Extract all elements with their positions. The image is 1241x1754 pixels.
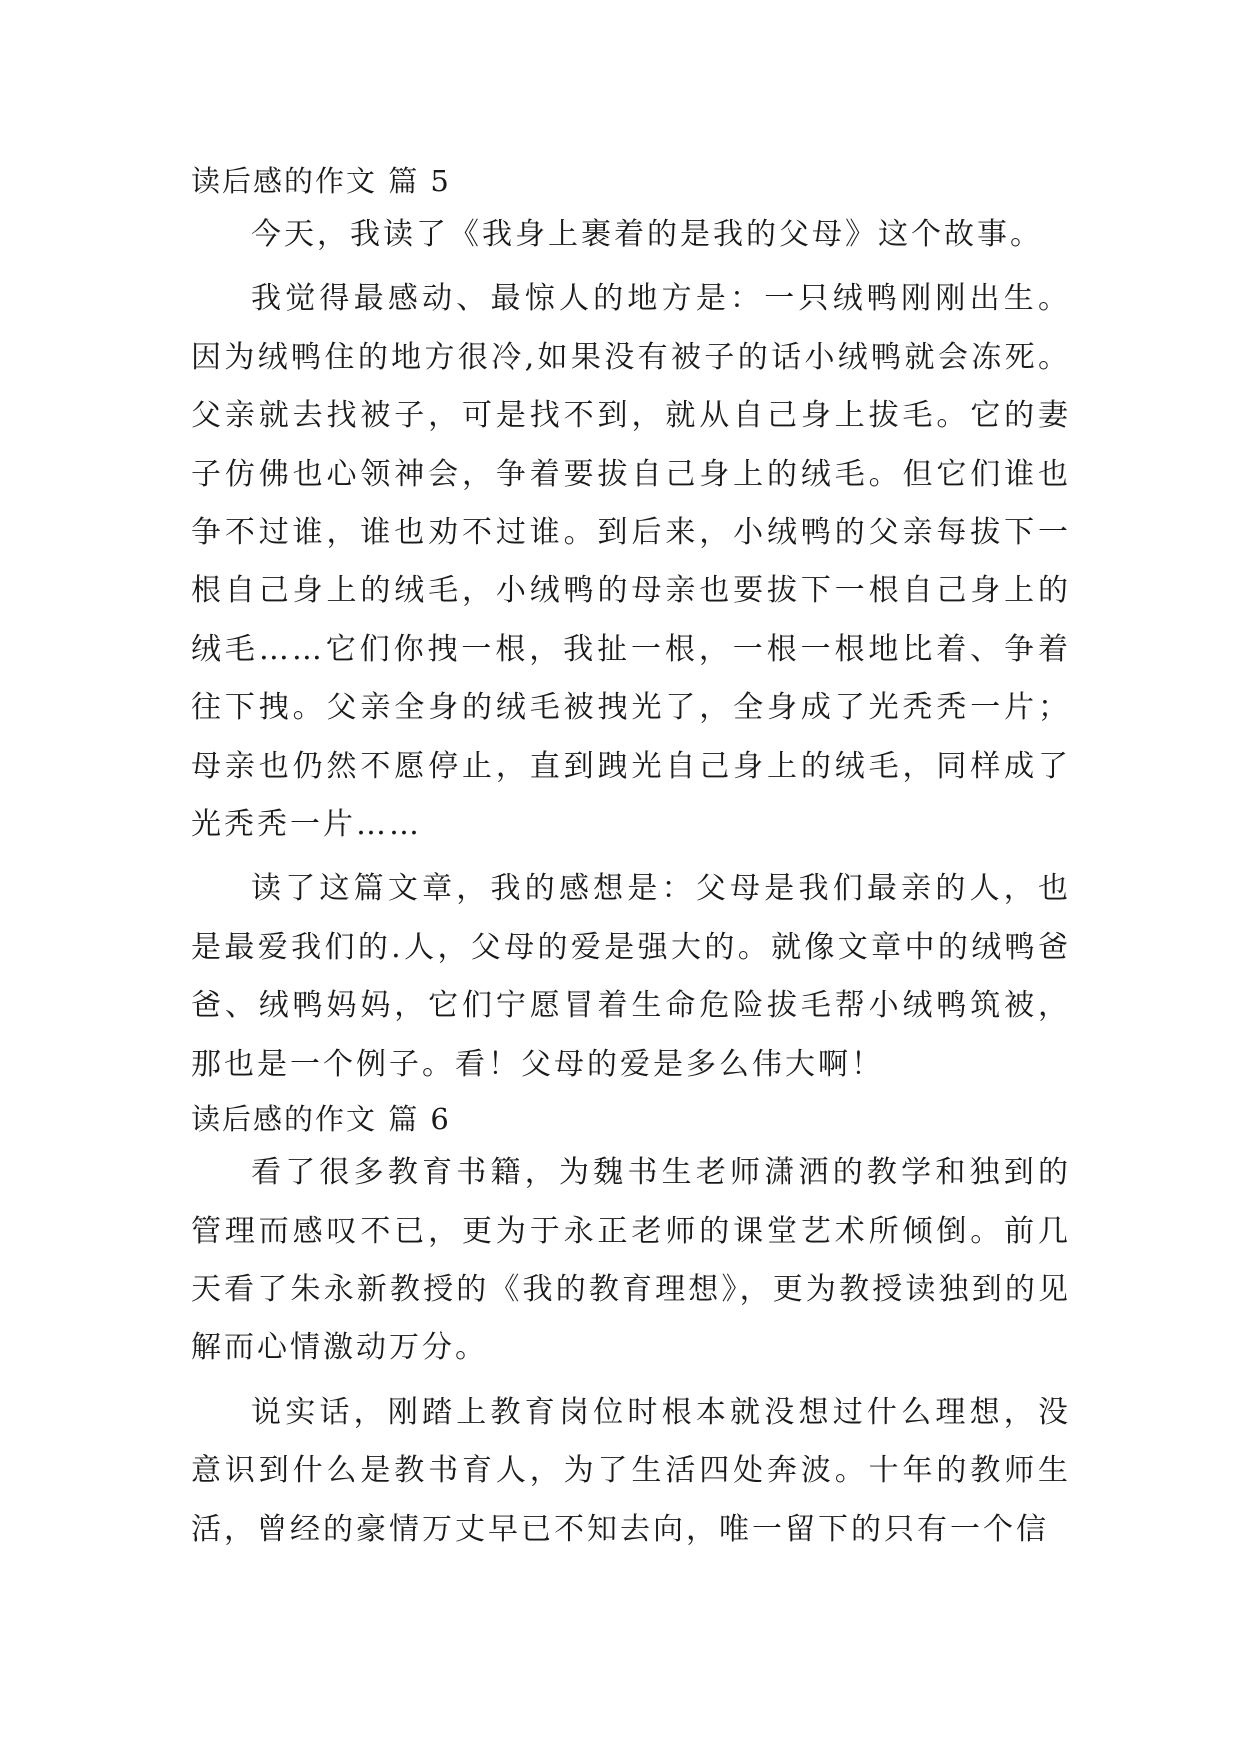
section-heading-6: 读后感的作文 篇 6 bbox=[191, 1102, 451, 1137]
section-heading-5: 读后感的作文 篇 5 bbox=[191, 164, 451, 198]
paragraph: 看了很多教育书籍，为魏书生老师潇洒的教学和独到的管理而感叹不已，更为于永正老师的课堂艺术所倾倒。前几天看了朱永新教授的《我的教育理想》，更为教授读独到的见解而心情激动万分。 bbox=[191, 1155, 1071, 1366]
paragraph: 读了这篇文章，我的感想是：父母是我们最亲的人，也是最爱我们的.人，父母的爱是强大的。就像文章中的绒鸭爸爸、绒鸭妈妈，它们宁愿冒着生命危险拔毛帮小绒鸭筑被，那也是一个例子。看！父母的爱是多么伟大啊！ bbox=[191, 871, 1071, 1082]
paragraph: 今天，我读了《我身上裹着的是我的父母》这个故事。 bbox=[251, 217, 1043, 252]
paragraph: 我觉得最感动、最惊人的地方是：一只绒鸭刚刚出生。因为绒鸭住的地方很冷,如果没有被子的话小绒鸭就会冻死。父亲就去找被子，可是找不到，就从自己身上拔毛。它的妻子仿佛也心领神会，争着要拔自己身上的绒毛。但它们谁也争不过谁，谁也劝不过谁。到后来，小绒鸭的父亲每拔下一根自己身上的绒毛，小绒鸭的母亲也要拔下一根自己身上的绒毛……它们你拽一根，我扯一根，一根一根地比着、争着往下拽。父亲全身的绒毛被拽光了，全身成了光秃秃一片；母亲也仍然不愿停止，直到跩光自己身上的绒毛，同样成了光秃秃一片…… bbox=[191, 281, 1071, 843]
document-body bbox=[191, 162, 1071, 1565]
paragraph: 说实话，刚踏上教育岗位时根本就没想过什么理想，没意识到什么是教书育人，为了生活四处奔波。十年的教师生活，曾经的豪情万丈早已不知去向，唯一留下的只有一个信 bbox=[191, 1394, 1071, 1547]
